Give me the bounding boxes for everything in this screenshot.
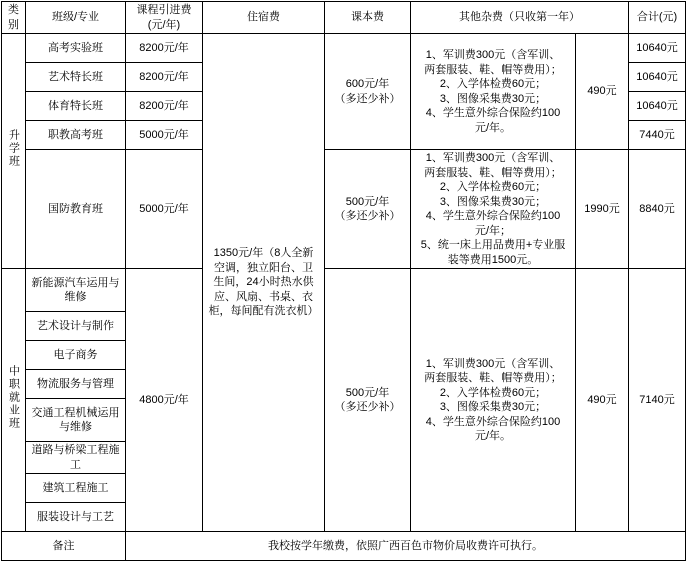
class-tiyu-techang: 体育特长班: [26, 92, 126, 121]
textbook-fee-jinxue-a-line2: （多还少补）: [334, 92, 401, 105]
other-fee-line: 2、入学体检费60元；: [439, 386, 547, 399]
dorm-fee-line-2: 空调，独立阳台、卫: [214, 261, 313, 274]
header-textbook-fee: 课本费: [325, 2, 411, 34]
other-fee-line: 2、入学体检费60元；: [439, 78, 547, 91]
other-fee-line: 元/年。: [474, 121, 512, 134]
category-zhongzhi-jiuye: [2, 269, 26, 532]
course-fee-zhijiao-gaokao: 5000元/年: [126, 121, 203, 150]
table-row: [2, 34, 686, 63]
other-fee-line: 装等费用1500元。: [447, 253, 539, 266]
fee-table: [1, 1, 686, 561]
course-fee-yishu-techang: 8200元/年: [126, 63, 203, 92]
fee-schedule-document: [0, 1, 686, 552]
textbook-fee-zhongzhi-line2: （多还少补）: [334, 401, 401, 414]
other-fee-line: 5、统一床上用品费用+专业服: [420, 239, 566, 252]
class-yishu-sheji: 艺术设计与制作: [26, 312, 126, 341]
other-fees-jinxue-a: [411, 34, 576, 150]
textbook-fee-jinxue-a: [325, 34, 411, 150]
other-fee-line: 两套服装、鞋、帽等费用）；: [424, 63, 562, 76]
textbook-fee-jinxue-a-line1: 600元/年: [345, 78, 390, 91]
other-fee-line: 1、军训费300元（含军训、: [425, 152, 561, 165]
other-fee-line: 元/年；: [474, 224, 512, 237]
textbook-fee-jinxue-b-line2: （多还少补）: [334, 210, 401, 223]
table-row: [2, 269, 686, 312]
total-tiyu-techang: 10640元: [629, 92, 686, 121]
other-fee-line: 3、图像采集费30元；: [439, 92, 547, 105]
class-yishu-techang: 艺术特长班: [26, 63, 126, 92]
dorm-fee-line-4: 应、风扇、书桌、衣: [214, 290, 313, 303]
total-zhijiao-gaokao: 7440元: [629, 121, 686, 150]
total-yishu-techang: 10640元: [629, 63, 686, 92]
course-fee-zhongzhi: 4800元/年: [126, 269, 203, 532]
other-fee-line: 元/年。: [474, 430, 512, 443]
total-guofang-jiaoyu: 8840元: [629, 150, 686, 269]
textbook-fee-zhongzhi-line1: 500元/年: [345, 386, 390, 399]
textbook-fee-jinxue-b: [325, 150, 411, 269]
dorm-fee-cell: [203, 34, 325, 532]
category-jinxue-label: 升学班: [7, 129, 20, 169]
class-gaokao-shiyan: 高考实验班: [26, 34, 126, 63]
dorm-fee-line-1: 1350元/年（8人全新: [213, 247, 314, 260]
header-category: 类别: [2, 2, 26, 34]
other-fee-line: 两套服装、鞋、帽等费用）；: [424, 166, 562, 179]
class-xinnengyuan-qiche-label: 新能源汽车运用与维修: [31, 276, 120, 304]
header-course-intro-fee-line1: 课程引进费: [136, 4, 192, 16]
table-row: [2, 150, 686, 269]
header-other-fees: 其他杂费（只收第一年）: [411, 2, 629, 34]
class-wuliu-fuwu: 物流服务与管理: [26, 370, 126, 399]
other-fees-total-jinxue-a: 490元: [576, 34, 629, 150]
other-fees-total-jinxue-b: 1990元: [576, 150, 629, 269]
header-course-intro-fee-line2: (元/年): [147, 18, 181, 31]
note-text: 我校按学年缴费，依照广西百色市物价局收费许可执行。: [126, 532, 686, 561]
total-gaokao-shiyan: 10640元: [629, 34, 686, 63]
dorm-fee-line-3: 生间，24小时热水供: [213, 276, 314, 289]
textbook-fee-zhongzhi: [325, 269, 411, 532]
class-dianzi-shangwu: 电子商务: [26, 341, 126, 370]
course-fee-guofang-jiaoyu: 5000元/年: [126, 150, 203, 269]
other-fees-total-zhongzhi: 490元: [576, 269, 629, 532]
table-header-row: [2, 2, 686, 34]
class-jiaotong-gongcheng-label: 交通工程机械运用与维修: [31, 406, 120, 434]
class-xinnengyuan-qiche: [26, 269, 126, 312]
footer-row: [2, 532, 686, 561]
textbook-fee-jinxue-b-line1: 500元/年: [345, 195, 390, 208]
class-jianzhu-gongcheng: 建筑工程施工: [26, 474, 126, 503]
class-fuzhuang-sheji: 服装设计与工艺: [26, 503, 126, 532]
class-zhijiao-gaokao: 职教高考班: [26, 121, 126, 150]
course-fee-tiyu-techang: 8200元/年: [126, 92, 203, 121]
note-label: 备注: [2, 532, 126, 561]
header-course-intro-fee: [126, 2, 203, 34]
other-fee-line: 1、军训费300元（含军训、: [425, 48, 561, 61]
class-guofang-jiaoyu: 国防教育班: [26, 150, 126, 269]
other-fee-line: 2、入学体检费60元；: [439, 181, 547, 194]
other-fee-line: 1、军训费300元（含军训、: [425, 357, 561, 370]
dorm-fee-line-5: 柜，每间配有洗衣机）: [208, 305, 319, 318]
other-fee-line: 4、学生意外综合保险约100: [425, 415, 561, 428]
header-dorm-fee: 住宿费: [203, 2, 325, 34]
class-jiaotong-gongcheng: [26, 399, 126, 442]
header-total: 合计(元): [629, 2, 686, 34]
category-zhongzhi-jiuye-label: 中职就业班: [7, 365, 20, 431]
course-fee-gaokao-shiyan: 8200元/年: [126, 34, 203, 63]
other-fee-line: 4、学生意外综合保险约100: [425, 107, 561, 120]
category-jinxue: [2, 34, 26, 269]
other-fee-line: 3、图像采集费30元；: [439, 401, 547, 414]
other-fees-jinxue-b: [411, 150, 576, 269]
other-fee-line: 4、学生意外综合保险约100: [425, 210, 561, 223]
class-daolu-qiaoliang: 道路与桥梁工程施工: [26, 442, 126, 474]
total-zhongzhi: 7140元: [629, 269, 686, 532]
other-fee-line: 两套服装、鞋、帽等费用）；: [424, 372, 562, 385]
other-fee-line: 3、图像采集费30元；: [439, 195, 547, 208]
header-class-major: 班级/专业: [26, 2, 126, 34]
other-fees-zhongzhi: [411, 269, 576, 532]
